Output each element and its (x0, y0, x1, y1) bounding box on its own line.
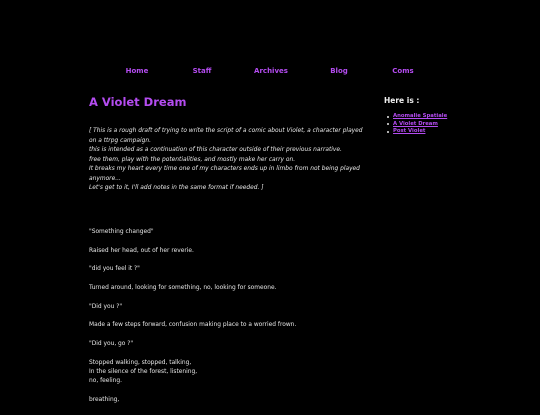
sidebar-list-item (393, 113, 504, 121)
story-line: Stopped walking, stopped, talking, (89, 359, 192, 366)
story-paragraph (89, 321, 371, 330)
story-paragraph (89, 247, 371, 256)
sidebar-list-item (393, 128, 504, 136)
nav-blog-link[interactable]: Blog (330, 67, 348, 75)
post-body (89, 228, 371, 415)
story-line: Turned around, looking for something, no, looking for someone. (89, 285, 277, 292)
sidebar-link-list (384, 113, 504, 136)
story-paragraph (89, 265, 371, 274)
main-nav (0, 67, 540, 79)
intro-line: It breaks my heart every time one of my characters ends up in limbo from not being played anymore... (89, 166, 360, 182)
story-line: breathing, (89, 397, 120, 404)
intro-line: free them, play with the potentialities, and mostly make her carry on. (89, 156, 296, 163)
story-line: "Something changed" (89, 229, 154, 235)
story-paragraph (89, 359, 371, 387)
story-paragraph (89, 396, 371, 405)
story-paragraph (89, 303, 371, 312)
sidebar-list-item (393, 121, 504, 129)
sidebar-link-a-violet-dream[interactable]: A Violet Dream (393, 120, 438, 127)
nav-archives-link[interactable]: Archives (254, 67, 288, 75)
sidebar-heading: Here is : (384, 96, 420, 105)
story-paragraph (89, 284, 371, 293)
story-line: "Did you ?" (89, 303, 123, 310)
post-title: A Violet Dream (89, 95, 187, 109)
story-paragraph (89, 340, 371, 349)
story-line: no, feeling. (89, 378, 123, 385)
intro-line: [ This is a rough draft of trying to write the script of a comic about Violet, a character played on a ttrpg campaign. (89, 128, 363, 144)
nav-home-link[interactable]: Home (125, 67, 149, 75)
sidebar-link-anomalie-spatiale[interactable]: Anomalie Spatiale (393, 113, 448, 119)
story-line: In the silence of the forest, listening, (89, 369, 198, 376)
sidebar (384, 96, 504, 136)
nav-staff-link[interactable]: Staff (192, 67, 212, 75)
sidebar-link-post-violet[interactable]: Post Violet (393, 128, 426, 135)
story-paragraph (89, 228, 371, 237)
nav-coms-link[interactable]: Coms (392, 67, 414, 75)
post-intro (89, 127, 371, 194)
intro-line: this is intended as a continuation of this character outside of their previous narrative. (89, 147, 342, 153)
story-line: Raised her head, out of her reverie. (89, 247, 194, 254)
story-line: "Did you, go ?" (89, 341, 134, 348)
intro-line: Let's get to it, I'll add notes in the same format if needed. ] (89, 185, 264, 191)
story-line: Made a few steps forward, confusion making place to a worried frown. (89, 322, 297, 329)
story-line: "did you feel it ?" (89, 266, 140, 273)
